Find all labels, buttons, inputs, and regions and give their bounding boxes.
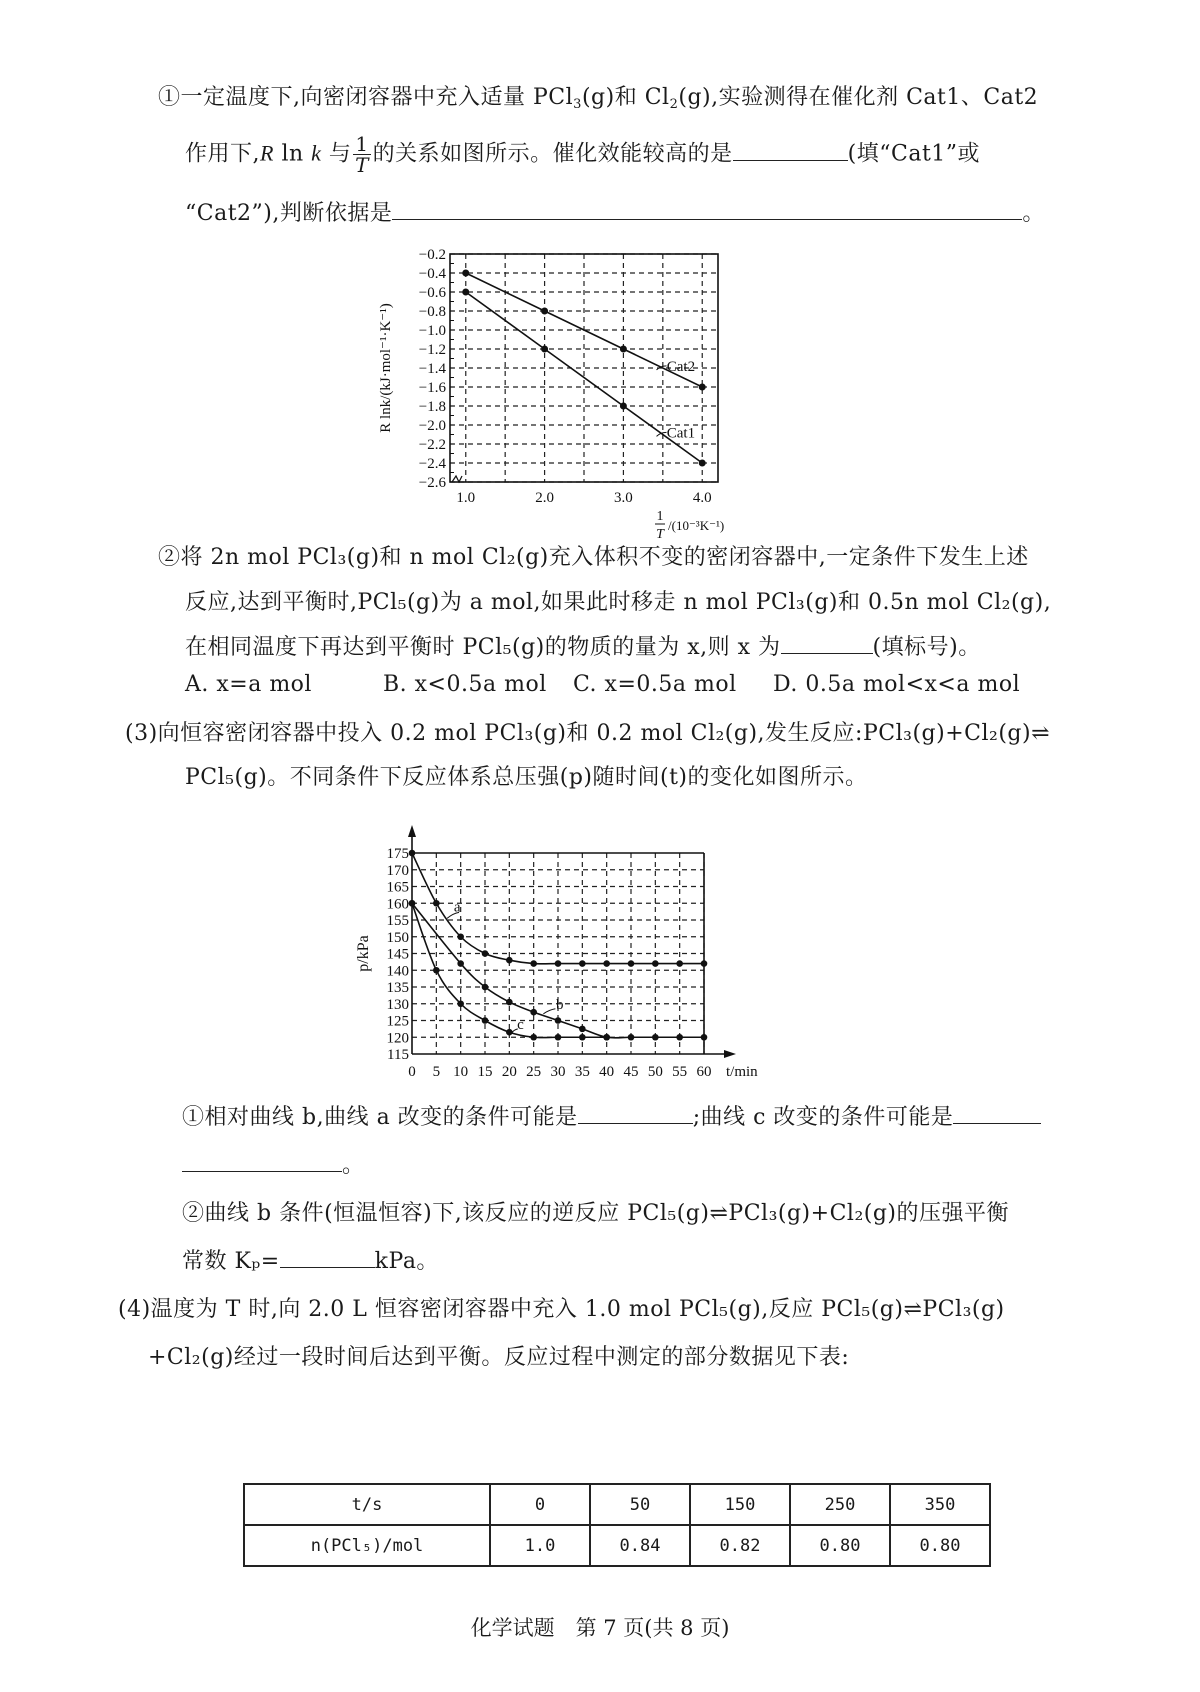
- data-point-b: [701, 1034, 708, 1041]
- data-point-c: [530, 1034, 537, 1041]
- subscript: 2: [669, 97, 679, 112]
- data-point-c: [457, 1000, 464, 1007]
- q3-line1: (3)向恒容密闭容器中投入 0.2 mol PCl₃(g)和 0.2 mol Cl₂(g),发生反应:PCl₃(g)+Cl₂(g)⇌: [125, 721, 1051, 746]
- x-tick-label: 55: [672, 1064, 688, 1080]
- data-point-b: [482, 984, 489, 991]
- y-tick-label: 155: [386, 913, 409, 929]
- table-header-label: t/s: [244, 1484, 490, 1525]
- table-row-time: [244, 1484, 990, 1525]
- series-label-b: b: [556, 996, 564, 1013]
- y-tick-label: 140: [386, 963, 409, 980]
- answer-blank-x[interactable]: [781, 633, 873, 654]
- data-point-b: [506, 999, 513, 1006]
- q3-sub1-line1: [182, 1100, 1041, 1131]
- chart-pressure-vs-time: [340, 815, 780, 1090]
- data-point-b: [628, 1034, 635, 1041]
- x-tick-label: 45: [623, 1064, 639, 1080]
- x-axis-label: t/min: [726, 1064, 758, 1080]
- x-tick-label: 25: [526, 1064, 542, 1080]
- answer-blank-curve-c-cont[interactable]: [182, 1151, 342, 1172]
- data-point-c: [555, 1034, 562, 1041]
- table-cell: 0: [490, 1484, 590, 1525]
- answer-blank-curve-c[interactable]: [953, 1103, 1041, 1124]
- y-tick-label: 120: [386, 1030, 409, 1047]
- pcl5-data-table: [243, 1483, 991, 1567]
- y-tick-label: 125: [386, 1013, 409, 1030]
- data-point-b: [579, 1026, 586, 1033]
- y-tick-label: 115: [387, 1047, 409, 1063]
- x-tick-label: 1.0: [456, 490, 476, 506]
- table-cell: 150: [690, 1484, 790, 1525]
- option-d[interactable]: D. 0.5a mol<x<a mol: [773, 672, 1021, 697]
- y-tick-label: 130: [386, 996, 409, 1013]
- fraction-1-over-T: [353, 134, 370, 175]
- y-tick-label: −1.4: [418, 361, 446, 377]
- table-cell: 50: [590, 1484, 690, 1525]
- y-tick-label: −1.2: [418, 342, 446, 358]
- text-segment: (填“Cat1”或: [847, 141, 981, 167]
- q2-part1-line2: [185, 134, 980, 175]
- text-segment: “Cat2”),判断依据是: [185, 201, 393, 226]
- data-point-c: [482, 1017, 489, 1024]
- y-tick-label: −2.6: [418, 475, 446, 491]
- x-axis-label-numerator: 1: [656, 509, 664, 524]
- y-tick-label: −1.6: [418, 380, 446, 396]
- data-point-a: [409, 850, 416, 857]
- answer-blank-curve-a[interactable]: [578, 1103, 693, 1124]
- x-tick-label: 0: [408, 1064, 416, 1080]
- data-point-b: [555, 1017, 562, 1024]
- y-tick-label: 165: [386, 879, 409, 896]
- text-segment: ln: [273, 141, 312, 167]
- x-tick-label: 2.0: [535, 490, 554, 506]
- text-segment: 作用下,: [185, 141, 260, 167]
- data-point-a: [555, 960, 562, 967]
- q2-part1-line3: [185, 196, 1045, 227]
- y-tick-label: −0.2: [418, 247, 446, 263]
- data-point-c: [409, 900, 416, 907]
- page-footer: 化学试题 第 7 页(共 8 页): [470, 1616, 730, 1640]
- table-cell: 0.80: [890, 1525, 990, 1566]
- x-tick-label: 50: [647, 1064, 663, 1080]
- text-segment: (g),实验测得在催化剂 Cat1、Cat2: [678, 85, 1039, 110]
- text-segment: ;曲线 c 改变的条件可能是: [692, 1105, 954, 1130]
- x-axis-label-unit: /(10⁻³K⁻¹): [668, 518, 725, 533]
- data-point-a: [628, 960, 635, 967]
- text-segment: 的关系如图所示。催化效能较高的是: [372, 141, 733, 167]
- answer-blank-catalyst[interactable]: [733, 140, 848, 161]
- x-tick-label: 35: [574, 1064, 590, 1080]
- data-point-cat2: [541, 308, 548, 315]
- text-segment: 在相同温度下再达到平衡时 PCl₅(g)的物质的量为 x,则 x 为: [185, 635, 781, 660]
- data-point-cat2: [462, 270, 469, 277]
- option-c[interactable]: C. x=0.5a mol: [573, 672, 737, 697]
- series-label-cat2: Cat2: [666, 359, 696, 376]
- series-label-c: c: [517, 1017, 524, 1034]
- q2-part2-line2: 反应,达到平衡时,PCl₅(g)为 a mol,如果此时移走 n mol PCl₃(g)和 0.5n mol Cl₂(g),: [185, 590, 1052, 615]
- data-point-c: [579, 1034, 586, 1041]
- symbol-k: k: [311, 140, 322, 166]
- answer-blank-reason[interactable]: [392, 199, 1022, 220]
- table-row-label: n(PCl₅)/mol: [244, 1525, 490, 1566]
- label-leader-b: [543, 1009, 555, 1014]
- table-cell: 0.84: [590, 1525, 690, 1566]
- x-tick-label: 20: [501, 1064, 517, 1080]
- y-tick-label: 160: [386, 896, 409, 913]
- y-tick-label: 135: [386, 980, 409, 996]
- q3-line2: PCl₅(g)。不同条件下反应体系总压强(p)随时间(t)的变化如图所示。: [185, 765, 868, 790]
- data-point-cat1: [462, 289, 469, 296]
- data-point-cat1: [541, 346, 548, 353]
- table-cell: 350: [890, 1484, 990, 1525]
- answer-blank-kp[interactable]: [280, 1247, 375, 1268]
- data-point-a: [652, 960, 659, 967]
- y-axis-label: R lnk/(kJ·mol⁻¹·K⁻¹): [378, 303, 394, 433]
- option-b[interactable]: B. x<0.5a mol: [383, 672, 547, 697]
- data-point-b: [530, 1009, 537, 1016]
- option-a[interactable]: A. x=a mol: [185, 672, 312, 697]
- table-cell: 1.0: [490, 1525, 590, 1566]
- y-tick-label: −2.4: [418, 456, 446, 472]
- x-tick-label: 4.0: [692, 490, 712, 506]
- y-tick-label: −0.8: [418, 304, 446, 320]
- series-label-cat1: Cat1: [666, 425, 696, 442]
- text-segment: ①相对曲线 b,曲线 a 改变的条件可能是: [182, 1105, 578, 1130]
- data-point-a: [457, 933, 464, 940]
- text-segment: 常数 Kₚ=: [182, 1249, 280, 1274]
- q2-part2-line1: ②将 2n mol PCl₃(g)和 n mol Cl₂(g)充入体积不变的密闭容器中,一定条件下发生上述: [158, 545, 1029, 570]
- x-tick-label: 15: [477, 1064, 493, 1080]
- x-tick-label: 60: [696, 1064, 712, 1080]
- x-tick-label: 10: [453, 1064, 469, 1080]
- x-tick-label: 30: [550, 1064, 566, 1080]
- text-segment: 。: [1022, 201, 1045, 226]
- y-tick-label: 145: [386, 946, 409, 963]
- data-point-c: [433, 967, 440, 974]
- table-cell: 0.82: [690, 1525, 790, 1566]
- data-point-a: [701, 960, 708, 967]
- q3-sub2-line2: [182, 1244, 439, 1275]
- data-point-a: [530, 960, 537, 967]
- y-tick-label: 170: [386, 862, 409, 879]
- y-tick-label: −2.0: [418, 418, 446, 434]
- text-segment: 。: [342, 1153, 365, 1178]
- data-point-b: [652, 1034, 659, 1041]
- table-row-amount: [244, 1525, 990, 1566]
- data-point-cat2: [620, 346, 627, 353]
- q2-part1-line1: [158, 80, 1038, 112]
- symbol-R: R: [260, 140, 274, 166]
- data-point-a: [433, 900, 440, 907]
- data-point-cat2: [699, 384, 706, 391]
- text-segment: 与: [321, 141, 352, 167]
- q4-line2: +Cl₂(g)经过一段时间后达到平衡。反应过程中测定的部分数据见下表:: [148, 1345, 850, 1370]
- data-point-b: [676, 1034, 683, 1041]
- data-point-a: [506, 957, 513, 964]
- y-axis-arrow-icon: [408, 825, 416, 837]
- q3-sub2-line1: ②曲线 b 条件(恒温恒容)下,该反应的逆反应 PCl₅(g)⇌PCl₃(g)+Cl₂(g)的压强平衡: [182, 1201, 1010, 1226]
- x-tick-label: 5: [432, 1064, 441, 1080]
- y-axis-label: p/kPa: [355, 935, 372, 972]
- q3-sub1-line2: [182, 1148, 365, 1179]
- x-axis-label-denominator: T: [656, 527, 664, 540]
- x-tick-label: 40: [599, 1064, 615, 1080]
- data-point-cat1: [699, 460, 706, 467]
- y-tick-label: 175: [386, 846, 409, 862]
- data-point-b: [457, 960, 464, 967]
- data-point-cat1: [620, 403, 627, 410]
- x-tick-label: 3.0: [614, 490, 633, 506]
- data-point-a: [579, 960, 586, 967]
- text-segment: kPa。: [374, 1249, 439, 1274]
- y-tick-label: 150: [386, 929, 409, 946]
- q4-line1: (4)温度为 T 时,向 2.0 L 恒容密闭容器中充入 1.0 mol PCl₅(g),反应 PCl₅(g)⇌PCl₃(g): [118, 1297, 1005, 1322]
- data-point-c: [603, 1034, 610, 1041]
- y-tick-label: −0.4: [418, 266, 446, 282]
- y-tick-label: −1.8: [418, 399, 446, 415]
- fraction-denominator: T: [355, 153, 369, 177]
- y-tick-label: −0.6: [418, 285, 446, 301]
- q2-part2-line3: [185, 630, 981, 661]
- subscript: 3: [573, 97, 582, 112]
- text-segment: (填标号)。: [872, 635, 981, 660]
- text-segment: (g)和 Cl: [581, 85, 670, 110]
- y-tick-label: −2.2: [418, 437, 446, 453]
- data-point-a: [482, 950, 489, 957]
- data-point-a: [676, 960, 683, 967]
- axis-break-mark: [452, 476, 462, 482]
- data-point-a: [603, 960, 610, 967]
- text-segment: ①一定温度下,向密闭容器中充入适量 PCl: [158, 85, 574, 110]
- x-axis-arrow-icon: [724, 1050, 736, 1058]
- fraction-numerator: 1: [355, 132, 369, 156]
- series-label-a: a: [453, 899, 461, 916]
- chart-rlnk-vs-inverse-t: [360, 240, 780, 540]
- table-cell: 0.80: [790, 1525, 890, 1566]
- table-cell: 250: [790, 1484, 890, 1525]
- y-tick-label: −1.0: [418, 323, 446, 339]
